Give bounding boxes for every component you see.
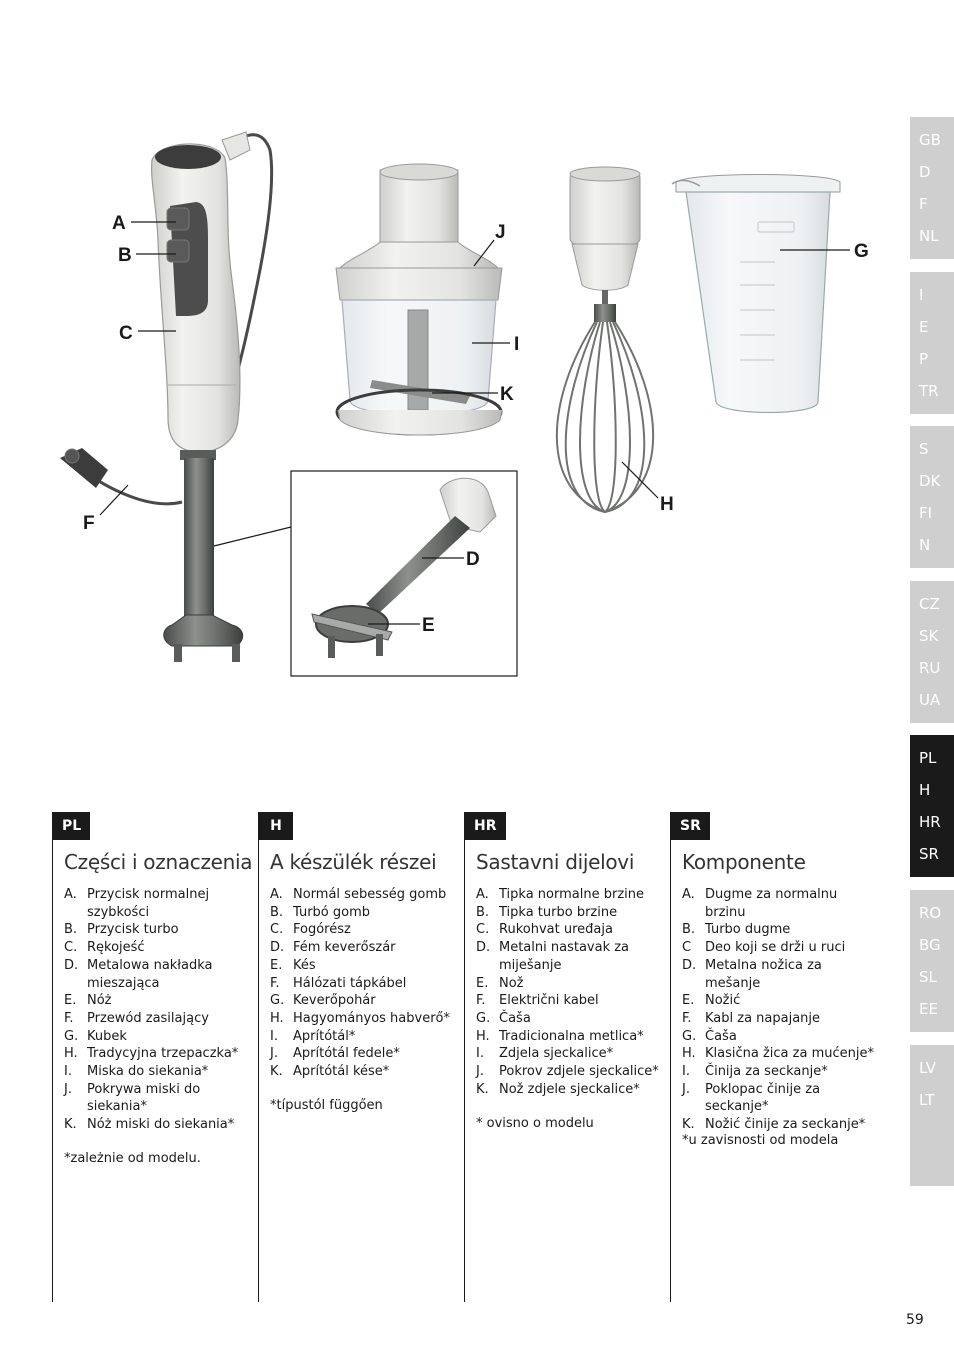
part-text: Metalowa nakładka mieszająca — [87, 957, 213, 991]
language-group — [910, 1045, 954, 1186]
part-text: Nožić — [705, 993, 741, 1009]
part-item — [476, 1045, 671, 1063]
lang-badge: SR — [671, 812, 710, 840]
part-item — [476, 904, 671, 922]
language-tab-lv[interactable]: LV — [919, 1059, 936, 1077]
language-tab-sl[interactable]: SL — [919, 968, 937, 986]
parts-list — [64, 886, 259, 1134]
part-letter: I. — [682, 1064, 690, 1080]
part-item — [682, 1063, 877, 1081]
language-tab-nl[interactable]: NL — [919, 227, 939, 245]
part-item — [476, 886, 671, 904]
part-letter: K. — [270, 1064, 283, 1080]
callout-g: G — [854, 241, 869, 262]
section-hr — [464, 812, 671, 1302]
part-text: Nóż — [87, 993, 112, 1009]
part-text: Tradycyjna trzepaczka* — [87, 1046, 239, 1062]
language-tab-lt[interactable]: LT — [919, 1091, 935, 1109]
language-tab-n[interactable]: N — [919, 536, 931, 554]
lang-badge: HR — [465, 812, 506, 840]
part-letter: F. — [270, 975, 280, 991]
language-tab-hr[interactable]: HR — [919, 813, 941, 831]
part-item — [270, 921, 465, 939]
language-tab-gb[interactable]: GB — [919, 131, 941, 149]
part-letter: B. — [476, 904, 490, 920]
language-group — [910, 272, 954, 414]
part-item — [270, 1010, 465, 1028]
part-text: Rękojeść — [87, 940, 145, 956]
part-letter: E. — [64, 993, 77, 1009]
part-item — [476, 1010, 671, 1028]
callout-f: F — [83, 513, 95, 534]
language-group — [910, 581, 954, 723]
part-letter: F. — [64, 1010, 74, 1026]
part-item — [682, 886, 877, 921]
part-letter: J. — [476, 1064, 484, 1080]
part-letter: K. — [682, 1117, 695, 1133]
lang-badge: H — [259, 812, 293, 840]
part-letter: K. — [476, 1081, 489, 1097]
language-tab-tr[interactable]: TR — [919, 382, 939, 400]
part-letter: E. — [270, 957, 283, 973]
part-letter: C. — [64, 940, 78, 956]
part-item — [64, 1028, 259, 1046]
callout-c: C — [119, 323, 133, 344]
part-letter: B. — [682, 922, 696, 938]
part-item — [64, 992, 259, 1010]
beaker — [672, 175, 840, 413]
part-text: Przycisk turbo — [87, 922, 179, 938]
part-letter: C. — [476, 922, 490, 938]
part-text: Aprítótál* — [293, 1028, 356, 1044]
part-letter: D. — [64, 957, 79, 973]
part-item — [682, 1116, 877, 1134]
part-item — [476, 992, 671, 1010]
part-item — [64, 886, 259, 921]
language-tab-d[interactable]: D — [919, 163, 931, 181]
part-text: Nož zdjele sjeckalice* — [499, 1081, 640, 1097]
part-letter: F. — [682, 1010, 692, 1026]
language-group — [910, 426, 954, 568]
part-letter: B. — [270, 904, 284, 920]
language-tab-ru[interactable]: RU — [919, 659, 941, 677]
callout-j: J — [495, 222, 506, 243]
part-letter: K. — [64, 1117, 77, 1133]
parts-list — [476, 886, 671, 1098]
language-tab-pl[interactable]: PL — [919, 749, 937, 767]
part-item — [64, 1116, 259, 1134]
language-tab-p[interactable]: P — [919, 350, 929, 368]
part-item — [476, 1081, 671, 1099]
part-item — [270, 886, 465, 904]
part-text: Nož — [499, 975, 524, 991]
language-tab-ua[interactable]: UA — [919, 691, 941, 709]
callout-k: K — [500, 384, 514, 405]
blade-detail-box — [291, 471, 517, 676]
whisk — [557, 167, 653, 512]
lang-badge: PL — [53, 812, 90, 840]
callout-e: E — [422, 615, 435, 636]
section-h — [258, 812, 465, 1302]
section-pl — [52, 812, 259, 1302]
part-item — [682, 1045, 877, 1063]
part-item — [64, 1010, 259, 1028]
part-text: Električni kabel — [499, 993, 599, 1009]
part-text: Pokrov zdjele sjeckalice* — [499, 1064, 659, 1080]
part-text: Zdjela sjeckalice* — [499, 1046, 614, 1062]
part-item — [682, 921, 877, 939]
part-text: Aprítótál kése* — [293, 1064, 390, 1080]
part-text: Kés — [293, 957, 316, 973]
part-text: Pokrywa miski do siekania* — [87, 1081, 201, 1115]
part-item — [270, 1063, 465, 1081]
part-item — [270, 939, 465, 957]
part-letter: A. — [64, 887, 77, 902]
section-title: Sastavni dijelovi — [476, 850, 635, 874]
part-letter: D. — [682, 957, 697, 973]
parts-list — [270, 886, 465, 1081]
part-item — [270, 992, 465, 1010]
part-item — [64, 939, 259, 957]
section-title: Części i oznaczenia — [64, 850, 253, 874]
part-letter: B. — [64, 922, 78, 938]
language-tab-fi[interactable]: FI — [919, 504, 933, 522]
part-text: Fém keverőszár — [293, 940, 396, 956]
language-tab-h[interactable]: H — [919, 781, 931, 799]
callout-i: I — [514, 334, 520, 355]
part-text: Turbó gomb — [293, 904, 371, 920]
part-item — [682, 992, 877, 1010]
hand-blender — [60, 132, 272, 662]
part-text: Hálózati tápkábel — [293, 975, 407, 991]
part-item — [682, 939, 877, 957]
part-item — [270, 1045, 465, 1063]
model-note: * ovisno o modelu — [476, 1116, 594, 1131]
part-letter: A. — [476, 887, 489, 902]
part-letter: G. — [682, 1028, 697, 1044]
part-item — [682, 1010, 877, 1028]
part-letter: D. — [270, 940, 285, 956]
part-text: Tradicionalna metlica* — [499, 1028, 644, 1044]
part-letter: F. — [476, 993, 486, 1009]
part-letter: G. — [270, 993, 285, 1009]
part-letter: H. — [476, 1028, 490, 1044]
language-tab-ee[interactable]: EE — [919, 1000, 938, 1018]
part-item — [476, 975, 671, 993]
part-letter: H. — [682, 1046, 696, 1062]
language-tab-f[interactable]: F — [919, 195, 928, 213]
callout-h: H — [660, 494, 674, 515]
part-text: Kubek — [87, 1028, 127, 1044]
part-text: Kabl za napajanje — [705, 1010, 821, 1026]
part-item — [476, 921, 671, 939]
part-item — [64, 1063, 259, 1081]
part-letter: A. — [682, 887, 695, 902]
model-note: *zależnie od modelu. — [64, 1151, 201, 1166]
language-tab-ro[interactable]: RO — [919, 904, 942, 922]
section-title: A készülék részei — [270, 850, 437, 874]
part-letter: D. — [476, 940, 491, 956]
language-tab-dk[interactable]: DK — [919, 472, 941, 490]
part-item — [64, 921, 259, 939]
part-item — [476, 1028, 671, 1046]
callout-b: B — [118, 245, 132, 266]
part-text: Nožić činije za seckanje* — [705, 1117, 866, 1133]
part-text: Miska do siekania* — [87, 1064, 209, 1080]
part-item — [270, 1028, 465, 1046]
product-illustration — [0, 0, 900, 700]
part-text: Rukohvat uređaja — [499, 922, 613, 938]
parts-list — [682, 886, 877, 1134]
part-item — [64, 1045, 259, 1063]
part-text: Deo koji se drži u ruci — [705, 940, 846, 956]
part-text: Poklopac činije za seckanje* — [705, 1081, 821, 1115]
section-sr — [670, 812, 877, 1302]
part-text: Przewód zasilający — [87, 1010, 209, 1026]
part-item — [682, 1081, 877, 1116]
language-group — [910, 117, 954, 259]
part-text: Dugme za normalnu brzinu — [705, 887, 838, 920]
part-letter: H. — [270, 1010, 284, 1026]
part-text: Nóż miski do siekania* — [87, 1117, 235, 1133]
part-letter: E. — [682, 993, 695, 1009]
part-letter: J. — [270, 1046, 278, 1062]
part-letter: J. — [64, 1081, 72, 1097]
callout-d: D — [466, 549, 480, 570]
part-letter: G. — [64, 1028, 79, 1044]
section-title: Komponente — [682, 850, 806, 874]
part-item — [270, 904, 465, 922]
part-letter: I. — [64, 1064, 72, 1080]
part-letter: H. — [64, 1046, 78, 1062]
part-text: Tipka normalne brzine — [499, 887, 644, 902]
part-text: Przycisk normalnej szybkości — [87, 887, 210, 920]
chopper-bowl — [336, 164, 502, 435]
part-text: Fogórész — [293, 922, 351, 938]
language-tab-cz[interactable]: CZ — [919, 595, 940, 613]
language-tab-s[interactable]: S — [919, 440, 929, 458]
part-letter: G. — [476, 1010, 491, 1026]
part-item — [64, 1081, 259, 1116]
part-item — [682, 957, 877, 992]
part-text: Hagyományos habverő* — [293, 1010, 451, 1026]
language-group — [910, 735, 954, 877]
language-tab-sr[interactable]: SR — [919, 845, 939, 863]
part-letter: C — [682, 940, 692, 956]
part-text: Turbo dugme — [705, 922, 791, 938]
part-text: Keverőpohár — [293, 993, 376, 1009]
page-number: 59 — [906, 1312, 924, 1328]
part-item — [64, 957, 259, 992]
language-group — [910, 890, 954, 1032]
part-text: Normál sebesség gomb — [293, 887, 447, 902]
language-tab-e[interactable]: E — [919, 318, 929, 336]
part-text: Metalna nožica za mešanje — [705, 957, 822, 991]
part-item — [476, 1063, 671, 1081]
model-note: *u zavisnosti od modela — [682, 1133, 839, 1148]
language-tab-bg[interactable]: BG — [919, 936, 941, 954]
part-text: Aprítótál fedele* — [293, 1046, 400, 1062]
part-text: Čaša — [499, 1010, 531, 1026]
part-letter: C. — [270, 922, 284, 938]
part-item — [682, 1028, 877, 1046]
part-text: Klasična žica za mućenje* — [705, 1046, 874, 1062]
part-letter: I. — [270, 1028, 278, 1044]
part-letter: J. — [682, 1081, 690, 1097]
part-item — [270, 975, 465, 993]
part-letter: E. — [476, 975, 489, 991]
language-tab-sk[interactable]: SK — [919, 627, 939, 645]
callout-a: A — [112, 213, 126, 234]
part-letter: I. — [476, 1046, 484, 1062]
part-text: Čaša — [705, 1028, 737, 1044]
part-text: Činija za seckanje* — [705, 1064, 828, 1080]
part-item — [270, 957, 465, 975]
model-note: *típustól függően — [270, 1098, 383, 1113]
part-item — [476, 939, 671, 974]
part-text: Tipka turbo brzine — [499, 904, 618, 920]
part-text: Metalni nastavak za miješanje — [499, 940, 630, 973]
language-tab-i[interactable]: I — [919, 286, 924, 304]
part-letter: A. — [270, 887, 283, 902]
